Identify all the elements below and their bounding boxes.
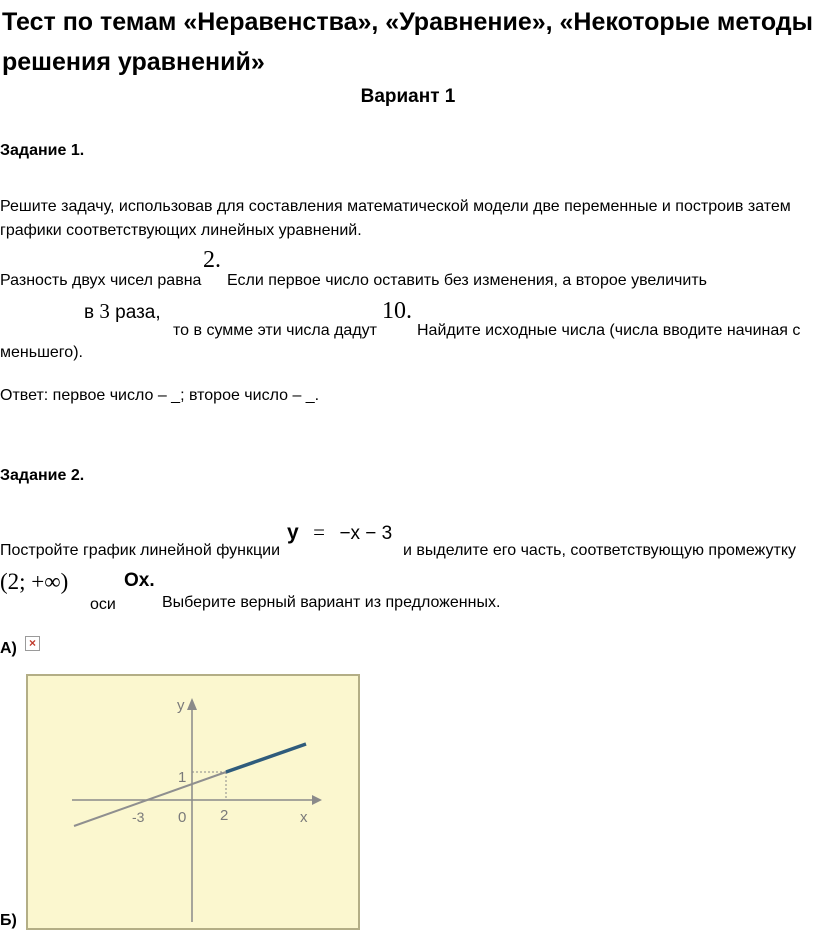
x-axis-arrow-icon <box>312 795 322 805</box>
task1-find-text: Найдите исходные числа (числа вводите начиная с <box>417 322 801 339</box>
graph-svg <box>28 676 358 928</box>
task1-answer: Ответ: первое число – _; второе число – _. <box>0 387 320 404</box>
math-ten: 10. <box>382 298 412 324</box>
task1-sum-text: то в сумме эти числа дадут <box>173 322 377 339</box>
tick-label-minus-three: -3 <box>132 809 145 825</box>
formula-y: y <box>287 521 299 544</box>
task1-heading: Задание 1. <box>0 142 85 159</box>
page-title <box>2 2 813 82</box>
task1-if-text: Если первое число оставить без изменения, а второе увеличить <box>227 272 707 289</box>
task1-find-text-cont: меньшего). <box>0 344 83 361</box>
highlighted-interval <box>226 744 306 772</box>
variant-heading: Вариант 1 <box>360 86 456 107</box>
math-interval: (2; +∞) <box>0 569 69 594</box>
option-b-label: Б) <box>0 912 17 929</box>
task1-intro-line2: графики соответствующих линейных уравнений. <box>0 222 362 239</box>
task2-heading: Задание 2. <box>0 467 85 484</box>
task2-axis-word: оси <box>90 596 116 613</box>
math-three: 3 <box>99 299 110 323</box>
math-in-three-times <box>84 299 161 324</box>
x-axis-label: x <box>300 809 308 826</box>
option-a-label: А) <box>0 640 17 657</box>
function-line <box>74 772 229 826</box>
math-raza: раза, <box>115 302 161 323</box>
formula-rhs: −x − 3 <box>339 523 393 544</box>
math-axis-ox: Ox. <box>124 570 155 591</box>
y-axis-label: y <box>177 697 185 714</box>
tick-label-two: 2 <box>220 807 229 824</box>
tick-label-zero: 0 <box>178 809 187 826</box>
graph-option-b <box>26 674 360 930</box>
formula-equals: = <box>313 520 325 544</box>
tick-label-one: 1 <box>178 769 187 786</box>
task2-build-text: Постройте график линейной функции <box>0 542 281 559</box>
math-v: в <box>84 302 95 323</box>
task1-difference-text: Разность двух чисел равна <box>0 272 202 289</box>
broken-image-icon: × <box>25 636 40 651</box>
formula-function <box>287 520 392 545</box>
task1-intro-line1: Решите задачу, использовав для составления математической модели две переменные и построив затем <box>0 198 791 215</box>
page-title-line2: решения уравнений» <box>2 48 265 76</box>
y-axis-arrow-icon <box>187 698 197 710</box>
page-title-line1: Тест по темам «Неравенства», «Уравнение», «Некоторые методы <box>2 8 814 36</box>
task2-choose-text: Выберите верный вариант из предложенных. <box>162 594 501 611</box>
math-two: 2. <box>203 247 221 273</box>
task2-select-text: и выделите его часть, соответствующую промежутку <box>403 542 796 559</box>
